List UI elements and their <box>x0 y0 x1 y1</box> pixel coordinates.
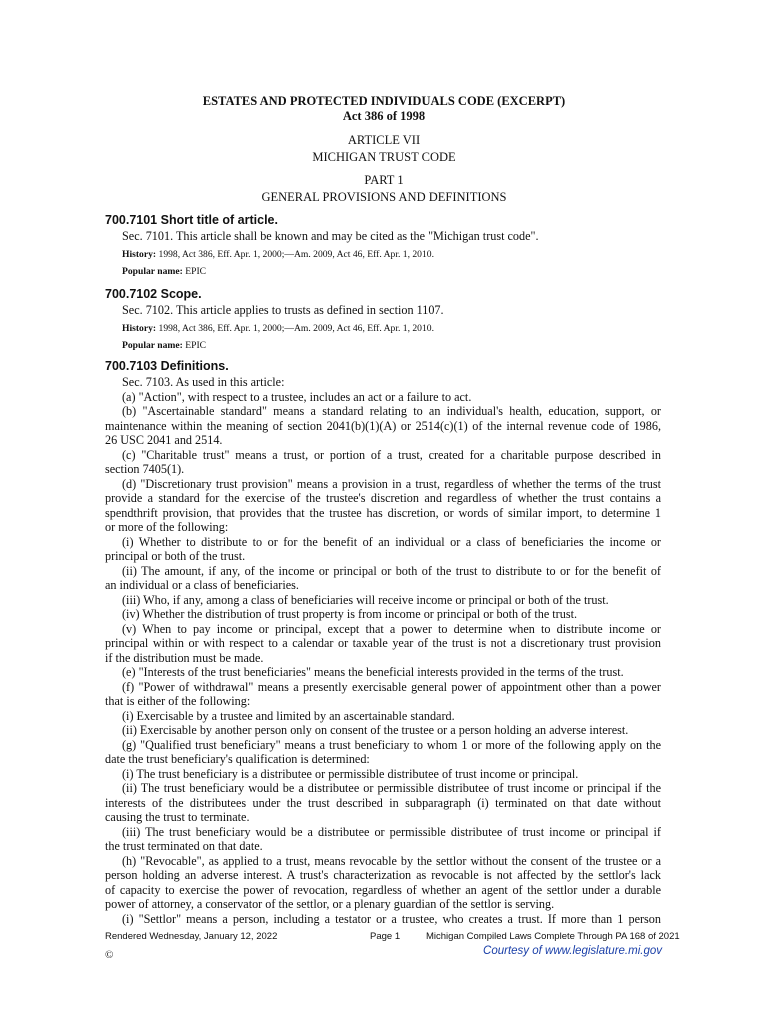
history-text: 1998, Act 386, Eff. Apr. 1, 2000;—Am. 2009, Act 46, Eff. Apr. 1, 2010. <box>158 323 434 334</box>
section-7103-line: provide a standard for the exercise of the trustee's discretion and regardless of whether the trust contains a <box>105 491 661 505</box>
section-7103-line: 26 USC 2041 and 2514. <box>105 433 223 447</box>
section-7103-line: (c) "Charitable trust" means a trust, or portion of a trust, created for a charitable purpose described in <box>122 447 661 462</box>
popular-name-label: Popular name: <box>122 266 183 277</box>
section-7103-line: (v) When to pay income or principal, except that a power to determine when to distribute income or <box>122 621 661 636</box>
section-7103-line: (e) "Interests of the trust beneficiaries" means the beneficial interests provided in the terms of the trust. <box>122 665 624 679</box>
section-7103-line: person holding an adverse interest. A trust's characterization as revocable is not affected by the settlor's lack <box>105 868 661 882</box>
popular-name: EPIC <box>185 266 207 277</box>
part-number: PART 1 <box>364 173 404 187</box>
section-heading-7103: 700.7103 Definitions. <box>105 359 229 373</box>
section-7103-line: power of attorney, a conservator of the settlor, or a plenary guardian of the settlor is serving. <box>105 897 555 911</box>
section-7103-line: of capacity to exercise the power of revocation, regardless of whether an agent of the settlor under a durable <box>105 882 661 897</box>
popular-name: EPIC <box>185 340 207 351</box>
section-7103-line: that is either of the following: <box>105 694 251 708</box>
section-7103-line: maintenance within the meaning of section 2041(b)(1)(A) or 2514(c)(1) of the internal revenue code of 1986, <box>105 418 661 433</box>
footer-page-number: Page 1 <box>370 931 401 942</box>
section-7103-line: if the distribution must be made. <box>105 650 264 665</box>
section-7103-line: (ii) The trust beneficiary would be a distributee or permissible distributee of trust income or principal if the <box>122 781 661 795</box>
section-7103-line: Sec. 7103. As used in this article: <box>122 375 285 389</box>
section-popular-7102 <box>122 339 678 354</box>
section-7103-line: principal or both of the trust. <box>105 549 246 563</box>
act-number: Act 386 of 1998 <box>342 109 426 123</box>
section-heading-7102: 700.7102 Scope. <box>105 287 202 301</box>
section-7103-line: (i) Exercisable by a trustee and limited by an ascertainable standard. <box>122 708 455 723</box>
section-history-7101 <box>122 248 678 263</box>
section-7103-line: section 7405(1). <box>105 462 185 476</box>
section-7103-line: (ii) Exercisable by another person only on consent of the trustee or a person holding an adverse interest. <box>122 723 629 737</box>
courtesy-link[interactable]: Courtesy of www.legislature.mi.gov <box>483 945 662 957</box>
part-name: GENERAL PROVISIONS AND DEFINITIONS <box>261 190 507 204</box>
section-heading-7101: 700.7101 Short title of article. <box>105 213 278 227</box>
section-7103-line: (a) "Action", with respect to a trustee, includes an act or a failure to act. <box>122 389 472 404</box>
article-name: MICHIGAN TRUST CODE <box>312 150 456 164</box>
section-7103-line: (i) "Settlor" means a person, including a testator or a trustee, who creates a trust. If more than 1 person <box>122 911 661 926</box>
section-history-7102 <box>122 322 678 337</box>
copyright-symbol: © <box>105 949 114 961</box>
section-7103-line: causing the trust to terminate. <box>105 810 250 824</box>
section-7103-line: the trust terminated on that date. <box>105 839 263 853</box>
section-7103-line: date the trust beneficiary's qualification is determined: <box>105 752 370 766</box>
section-7103-line: (i) The trust beneficiary is a distributee or permissible distributee of trust income or principal. <box>122 766 579 781</box>
section-7103-line: (i) Whether to distribute to or for the benefit of an individual or a class of beneficiaries the income or <box>122 534 661 549</box>
section-text-7102: Sec. 7102. This article applies to trusts as defined in section 1107. <box>122 303 444 317</box>
section-popular-7101 <box>122 265 678 280</box>
section-7103-line: an individual or a class of beneficiaries. <box>105 578 299 592</box>
section-7103-line: or more of the following: <box>105 520 229 534</box>
section-7103-line: (g) "Qualified trust beneficiary" means a trust beneficiary to whom 1 or more of the following apply on the <box>122 737 661 752</box>
history-text: 1998, Act 386, Eff. Apr. 1, 2000;—Am. 2009, Act 46, Eff. Apr. 1, 2010. <box>158 249 434 260</box>
history-label: History: <box>122 323 157 334</box>
section-7103-line: interests of the distributees under the trust described in subparagraph (i) terminated on that date without <box>105 795 661 810</box>
footer-rendered-date: Rendered Wednesday, January 12, 2022 <box>105 931 278 942</box>
section-text-7101: Sec. 7101. This article shall be known and may be cited as the "Michigan trust code". <box>122 229 539 243</box>
footer-compiled-through: Michigan Compiled Laws Complete Through PA 168 of 2021 <box>426 931 680 942</box>
section-7103-line: (h) "Revocable", as applied to a trust, means revocable by the settlor without the consent of the trustee or a <box>122 853 661 868</box>
section-7103-line: (iv) Whether the distribution of trust property is from income or principal or both of the trust. <box>122 607 578 621</box>
section-7103-line: (ii) The amount, if any, of the income or principal or both of the trust to distribute to or for the benefit of <box>122 563 661 578</box>
section-7103-line: (iii) Who, if any, among a class of beneficiaries will receive income or principal or both of the trust. <box>122 592 609 607</box>
section-7103-line: (f) "Power of withdrawal" means a presently exercisable general power of appointment other than a power <box>122 679 661 694</box>
document-title: ESTATES AND PROTECTED INDIVIDUALS CODE (EXCERPT) <box>202 94 566 108</box>
popular-name-label: Popular name: <box>122 340 183 351</box>
section-7103-line: spendthrift provision, that provides that the trustee has discretion, or words of similar import, to determine 1 <box>105 505 661 520</box>
article-number: ARTICLE VII <box>347 133 421 147</box>
section-7103-line: principal within or with respect to a calendar or taxable year of the trust is not a discretionary trust provision <box>105 636 661 650</box>
history-label: History: <box>122 249 157 260</box>
section-7103-line: (iii) The trust beneficiary would be a distributee or permissible distributee of trust income or principal if <box>122 824 661 839</box>
section-7103-line: (d) "Discretionary trust provision" means a provision in a trust, regardless of whether the terms of the trust <box>122 476 661 491</box>
section-7103-line: (b) "Ascertainable standard" means a standard relating to an individual's health, education, support, or <box>122 404 661 418</box>
